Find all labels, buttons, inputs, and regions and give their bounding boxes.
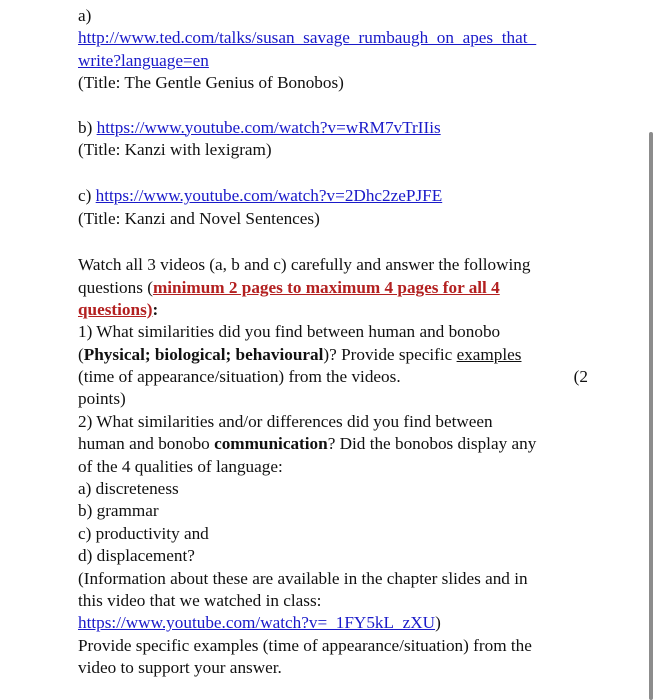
instructions-line-3 [78, 299, 618, 321]
q1-line-1: 1) What similarities did you find between human and bonobo [78, 322, 501, 342]
provide-line-1: Provide specific examples (time of appearance/situation) from the [78, 635, 532, 655]
item-c-link[interactable]: https://www.youtube.com/watch?v=2Dhc2zePJFE [95, 186, 443, 206]
q1-source: (time of appearance/situation) from the videos. [78, 367, 401, 387]
item-a-marker: a) [78, 6, 92, 25]
q1-line-4: points) [78, 389, 126, 409]
item-c-marker: c) [78, 186, 92, 206]
q1-prompt: )? Provide specific [323, 344, 457, 364]
q2-line-2 [78, 433, 618, 455]
quality-discreteness: a) discreteness [78, 479, 179, 499]
item-c [78, 185, 618, 207]
q2-line-1: 2) What similarities and/or differences did you find between [78, 411, 493, 431]
class-video-link[interactable]: https://www.youtube.com/watch?v=_1FY5kL_zXU [78, 613, 436, 633]
instructions-prefix: questions ( [78, 277, 153, 297]
vertical-scrollbar[interactable] [649, 132, 653, 700]
item-b-marker: b) [78, 117, 93, 137]
page-limit-emphasis: minimum 2 pages to maximum 4 pages for all 4 [152, 277, 500, 297]
info-line-1: (Information about these are available in the chapter slides and in [78, 568, 528, 588]
q2-post: ? Did the bonobos display any [327, 434, 537, 454]
page-limit-emphasis-cont: questions) [78, 299, 153, 319]
document-body [78, 5, 618, 680]
instructions-line-2 [78, 277, 618, 299]
provide-line-2: video to support your answer. [78, 658, 282, 678]
q1-line-2 [78, 344, 618, 366]
quality-productivity: c) productivity and [78, 523, 209, 543]
q2-line-3: of the 4 qualities of language: [78, 456, 283, 476]
instructions-line-1: Watch all 3 videos (a, b and c) carefully and answer the following [78, 255, 531, 275]
item-b [78, 117, 618, 139]
item-b-title: (Title: Kanzi with lexigram) [78, 139, 272, 159]
quality-grammar: b) grammar [78, 501, 159, 521]
q1-aspects: Physical; biological; behavioural [83, 344, 324, 364]
class-video [78, 612, 618, 634]
item-a-link-cont[interactable]: write?language=en [78, 50, 209, 70]
item-a-title: (Title: The Gentle Genius of Bonobos) [78, 73, 344, 93]
instructions-colon: : [152, 299, 159, 319]
q1-paren: ( [78, 344, 84, 364]
info-line-2: this video that we watched in class: [78, 590, 322, 610]
item-c-title: (Title: Kanzi and Novel Sentences) [78, 208, 320, 228]
q2-pre: human and bonobo [78, 434, 215, 454]
class-video-suffix: ) [435, 613, 441, 633]
quality-displacement: d) displacement? [78, 546, 195, 566]
q1-line-3 [78, 366, 588, 388]
q1-points: (2 [573, 367, 588, 387]
q2-communication: communication [214, 434, 328, 454]
item-b-link[interactable]: https://www.youtube.com/watch?v=wRM7vTrIIis [96, 117, 441, 137]
item-a-link[interactable]: http://www.ted.com/talks/susan_savage_rumbaugh_on_apes_that_ [78, 28, 537, 48]
q1-examples: examples [456, 344, 522, 364]
